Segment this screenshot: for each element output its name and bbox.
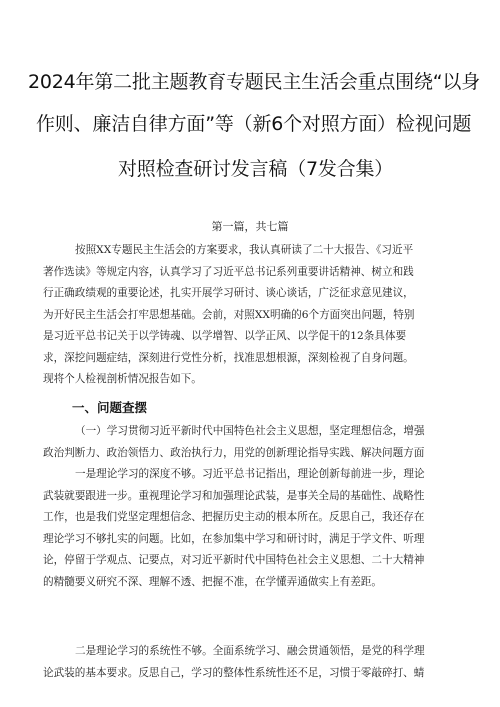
intro-line: 行正确政绩观的重要论述，扎实开展学习研讨、谈心谈话，广泛征求意见建议， (43, 287, 414, 299)
document-title-line-2: 作则、廉洁自律方面”等（新6个对照方面）检视问题 (36, 113, 472, 135)
section-line: 一是理论学习的深度不够。习近平总书记指出，理论创新每前进一步，理论 (75, 468, 425, 480)
section-line: 论，停留于学观点、记要点，对习近平新时代中国特色社会主义思想、二十大精神 (43, 554, 425, 566)
section-line: 武装就要跟进一步。重视理论学习和加强理论武装，是事关全局的基础性、战略性 (43, 489, 425, 502)
document-title-line-1: 2024年第二批主题教育专题民主生活会重点围绕“以身 (28, 71, 480, 93)
intro-paragraph (43, 240, 477, 391)
intro-line: 是习近平总书记关于以学铸魂、以学增智、以学正风、以学促干的12条具体要 (43, 330, 407, 342)
tail-line: 二是理论学习的系统性不够。全面系统学习、融会贯通领悟，是党的科学理 (75, 645, 425, 657)
section-line: 政治判断力、政治领悟力、政治执行力，用党的创新理论指导实践、解决问题方面 (43, 446, 425, 459)
intro-line: 求，深挖问题症结，深刻进行党性分析，找准思想根源，深刻检视了自身问题。 (43, 351, 414, 364)
section-paragraph (43, 421, 477, 593)
tail-line: 论武装的基本要求。反思自己，学习的整体性系统性还不足，习惯于零敲碎打、蜻 (43, 666, 425, 679)
section-line: 工作，也是我们党坚定理想信念、把握历史主动的根本所在。反思自己，我还存在 (43, 511, 425, 523)
intro-line: 现将个人检视剖析情况报告如下。 (43, 373, 202, 385)
section-line: （一）学习贯彻习近平新时代中国特色社会主义思想，坚定理想信念，增强 (75, 425, 425, 437)
document-title-line-3: 对照检查研讨发言稿（7发合集） (118, 158, 394, 180)
intro-line: 著作选读》等规定内容，认真学习了习近平总书记系列重要讲话精神、树立和践 (43, 265, 414, 278)
section-count-subtitle: 第一篇，共七篇 (211, 220, 289, 233)
section-line: 的精髓要义研究不深、理解不透、把握不准，在学懂弄通做实上有差距。 (43, 575, 382, 588)
intro-line: 为开好民主生活会打牢思想基础。会前，对照XX明确的6个方面突出问题，特别 (43, 308, 415, 321)
tail-paragraph (43, 641, 477, 684)
section-line: 理论学习不够扎实的问题。比如，在参加集中学习和研讨时，满足于学文件、听理 (43, 532, 425, 545)
section-heading: 一、问题查摆 (72, 400, 148, 415)
intro-line: 按照XX专题民主生活会的方案要求，我认真研读了二十大报告、《习近平 (75, 244, 414, 256)
